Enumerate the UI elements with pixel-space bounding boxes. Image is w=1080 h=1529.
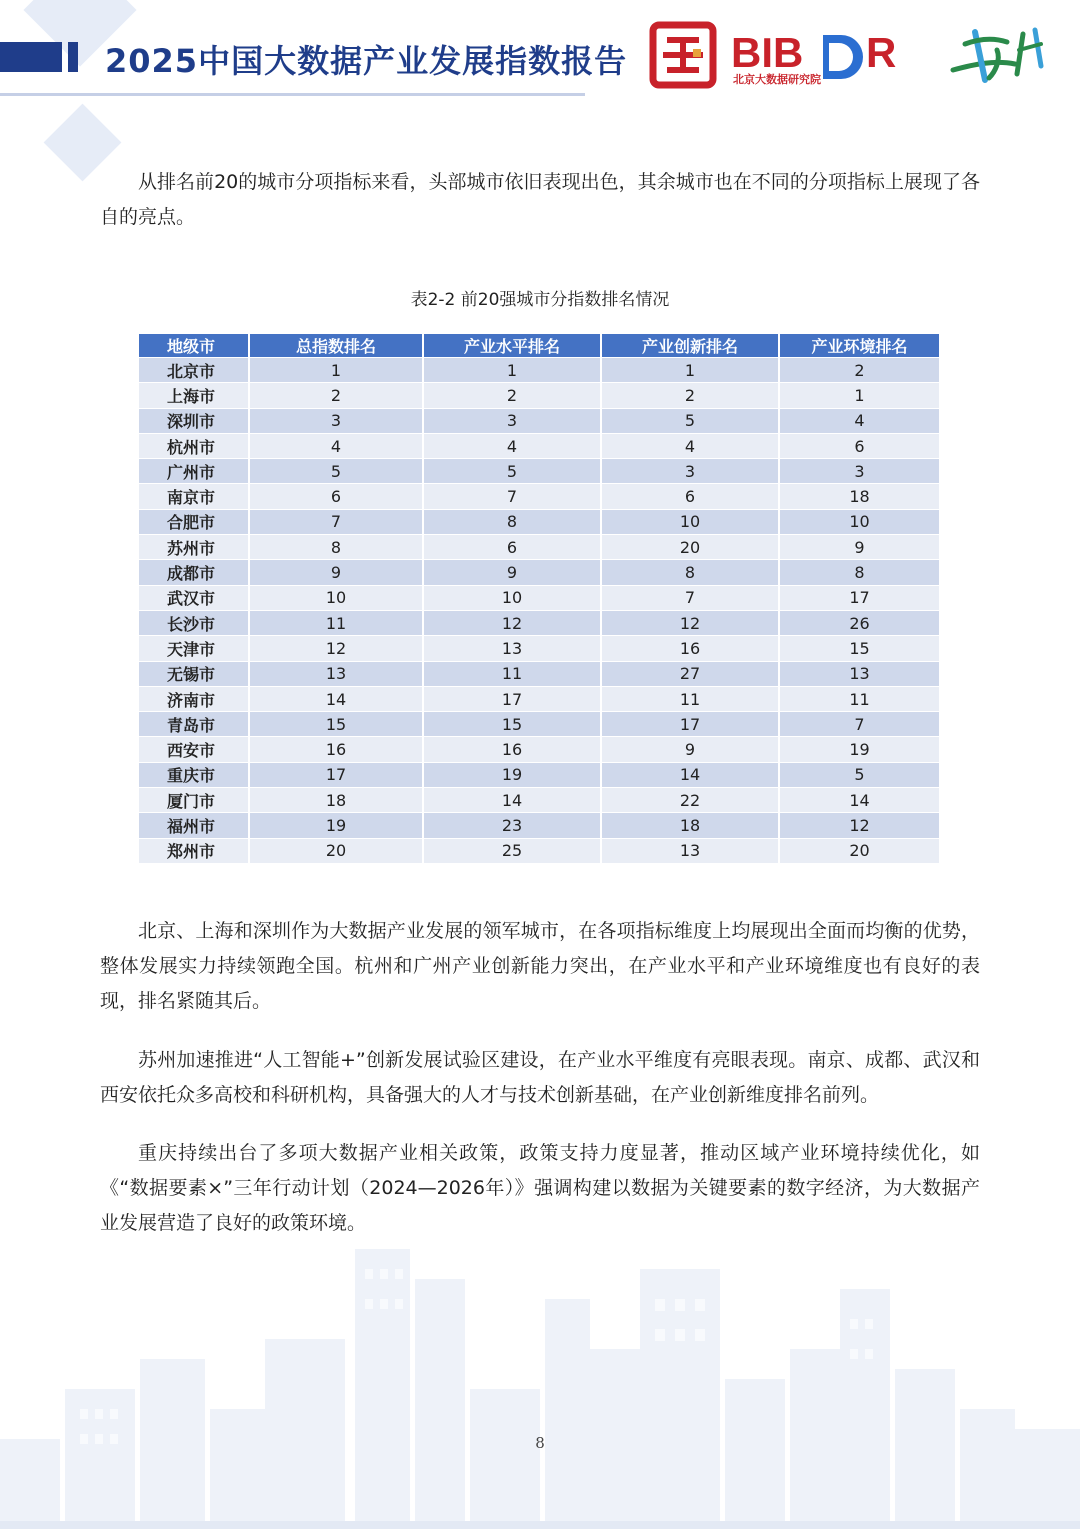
- rank-cell: 16: [601, 636, 779, 661]
- table-row: [139, 636, 940, 661]
- report-title: 2025中国大数据产业发展指数报告: [105, 42, 628, 80]
- column-header: 地级市: [139, 334, 249, 358]
- table-row: [139, 712, 940, 737]
- rank-cell: 17: [423, 686, 601, 711]
- rank-cell: 3: [779, 459, 940, 484]
- intro-paragraph: 从排名前20的城市分项指标来看，头部城市依旧表现出色，其余城市也在不同的分项指标上展现了各自的亮点。: [100, 171, 980, 228]
- rank-cell: 14: [779, 788, 940, 813]
- rank-cell: 15: [779, 636, 940, 661]
- table-row: [139, 661, 940, 686]
- table-row: [139, 358, 940, 383]
- city-name-cell: 北京市: [139, 358, 249, 383]
- column-header: 产业环境排名: [779, 334, 940, 358]
- rank-cell: 5: [601, 408, 779, 433]
- rank-cell: 18: [249, 788, 423, 813]
- city-name-cell: 广州市: [139, 459, 249, 484]
- table-caption: 表2-2 前20强城市分指数排名情况: [410, 290, 670, 310]
- rank-cell: 8: [423, 509, 601, 534]
- table-row: [139, 585, 940, 610]
- rank-cell: 22: [601, 788, 779, 813]
- table-row: [139, 788, 940, 813]
- rank-cell: 11: [249, 610, 423, 635]
- rank-cell: 18: [601, 813, 779, 838]
- rank-cell: 26: [779, 610, 940, 635]
- column-header: 产业水平排名: [423, 334, 601, 358]
- city-name-cell: 上海市: [139, 383, 249, 408]
- city-name-cell: 郑州市: [139, 838, 249, 863]
- svg-text:BIB: BIB: [731, 29, 804, 76]
- rank-cell: 10: [601, 509, 779, 534]
- rank-cell: 12: [249, 636, 423, 661]
- svg-text:北京大数据研究院: 北京大数据研究院: [733, 73, 821, 85]
- rank-cell: 10: [779, 509, 940, 534]
- rank-cell: 4: [423, 433, 601, 458]
- city-name-cell: 重庆市: [139, 762, 249, 787]
- rank-cell: 27: [601, 661, 779, 686]
- page-number: 8: [535, 1434, 545, 1452]
- rank-cell: 11: [601, 686, 779, 711]
- rank-cell: 13: [249, 661, 423, 686]
- body-paragraph-3: 重庆持续出台了多项大数据产业相关政策，政策支持力度显著，推动区域产业环境持续优化，如《“数据要素×”三年行动计划（2024—2026年）》强调构建以数据为关键要素的数字经济，为大数据产业发展营造了良好的政策环境。: [100, 1142, 980, 1234]
- city-name-cell: 福州市: [139, 813, 249, 838]
- table-row: [139, 813, 940, 838]
- header-logos: [649, 20, 1055, 90]
- rank-cell: 25: [423, 838, 601, 863]
- rank-cell: 7: [249, 509, 423, 534]
- rank-cell: 20: [601, 535, 779, 560]
- rank-cell: 13: [601, 838, 779, 863]
- rank-cell: 12: [423, 610, 601, 635]
- column-header: 总指数排名: [249, 334, 423, 358]
- body-paragraph-1: 北京、上海和深圳作为大数据产业发展的领军城市，在各项指标维度上均展现出全面而均衡的优势，整体发展实力持续领跑全国。杭州和广州产业创新能力突出，在产业水平和产业环境维度也有良好的表现，排名紧随其后。: [100, 920, 980, 1012]
- rank-cell: 13: [423, 636, 601, 661]
- rank-cell: 9: [779, 535, 940, 560]
- rank-cell: 17: [779, 585, 940, 610]
- rank-cell: 3: [423, 408, 601, 433]
- table-row: [139, 838, 940, 863]
- rank-cell: 4: [601, 433, 779, 458]
- city-name-cell: 厦门市: [139, 788, 249, 813]
- column-header: 产业创新排名: [601, 334, 779, 358]
- rank-cell: 12: [601, 610, 779, 635]
- header-accent-bar: [0, 42, 62, 72]
- rank-cell: 14: [423, 788, 601, 813]
- rank-cell: 8: [779, 560, 940, 585]
- rank-cell: 1: [423, 358, 601, 383]
- rank-cell: 8: [249, 535, 423, 560]
- city-name-cell: 南京市: [139, 484, 249, 509]
- rank-cell: 19: [779, 737, 940, 762]
- rank-cell: 20: [779, 838, 940, 863]
- table-row: [139, 408, 940, 433]
- table-row: [139, 509, 940, 534]
- rank-cell: 11: [423, 661, 601, 686]
- rank-cell: 5: [249, 459, 423, 484]
- rank-cell: 19: [423, 762, 601, 787]
- city-name-cell: 成都市: [139, 560, 249, 585]
- city-name-cell: 苏州市: [139, 535, 249, 560]
- city-name-cell: 无锡市: [139, 661, 249, 686]
- table-row: [139, 535, 940, 560]
- bibdr-logo: [731, 25, 931, 85]
- header-accent-bar: [68, 42, 78, 72]
- rank-cell: 11: [779, 686, 940, 711]
- rank-cell: 2: [601, 383, 779, 408]
- rank-cell: 2: [779, 358, 940, 383]
- rank-cell: 17: [249, 762, 423, 787]
- rank-cell: 14: [249, 686, 423, 711]
- table-row: [139, 737, 940, 762]
- rank-cell: 6: [779, 433, 940, 458]
- rank-cell: 23: [423, 813, 601, 838]
- rank-cell: 1: [601, 358, 779, 383]
- city-name-cell: 西安市: [139, 737, 249, 762]
- rank-cell: 3: [601, 459, 779, 484]
- table-row: [139, 610, 940, 635]
- table-row: [139, 459, 940, 484]
- rank-cell: 20: [249, 838, 423, 863]
- rank-cell: 2: [423, 383, 601, 408]
- city-name-cell: 青岛市: [139, 712, 249, 737]
- rank-cell: 6: [423, 535, 601, 560]
- rank-cell: 6: [249, 484, 423, 509]
- table-row: [139, 560, 940, 585]
- rank-cell: 15: [249, 712, 423, 737]
- city-name-cell: 天津市: [139, 636, 249, 661]
- table-row: [139, 484, 940, 509]
- rank-cell: 10: [423, 585, 601, 610]
- svg-text:R: R: [866, 29, 897, 76]
- rank-cell: 14: [601, 762, 779, 787]
- rank-cell: 12: [779, 813, 940, 838]
- city-name-cell: 深圳市: [139, 408, 249, 433]
- header-divider: [0, 93, 585, 96]
- rank-cell: 4: [249, 433, 423, 458]
- city-ranking-table: [139, 334, 941, 863]
- table-row: [139, 383, 940, 408]
- rank-cell: 6: [601, 484, 779, 509]
- rank-cell: 19: [249, 813, 423, 838]
- rank-cell: 18: [779, 484, 940, 509]
- rank-cell: 3: [249, 408, 423, 433]
- rank-cell: 9: [601, 737, 779, 762]
- city-skyline-illustration: [0, 1239, 1080, 1529]
- rank-cell: 8: [601, 560, 779, 585]
- rank-cell: 7: [779, 712, 940, 737]
- rank-cell: 7: [423, 484, 601, 509]
- city-name-cell: 武汉市: [139, 585, 249, 610]
- table-row: [139, 686, 940, 711]
- rank-cell: 5: [423, 459, 601, 484]
- rank-cell: 16: [249, 737, 423, 762]
- su-logo: [945, 20, 1055, 90]
- table-row: [139, 762, 940, 787]
- city-name-cell: 长沙市: [139, 610, 249, 635]
- rank-cell: 9: [249, 560, 423, 585]
- body-paragraph-2: 苏州加速推进“人工智能+”创新发展试验区建设，在产业水平维度有亮眼表现。南京、成都、武汉和西安依托众多高校和科研机构，具备强大的人才与技术创新基础，在产业创新维度排名前列。: [100, 1049, 980, 1106]
- rank-cell: 17: [601, 712, 779, 737]
- table-row: [139, 433, 940, 458]
- city-name-cell: 合肥市: [139, 509, 249, 534]
- city-name-cell: 杭州市: [139, 433, 249, 458]
- rank-cell: 5: [779, 762, 940, 787]
- rank-cell: 16: [423, 737, 601, 762]
- red-seal-logo: [649, 21, 717, 89]
- rank-cell: 7: [601, 585, 779, 610]
- rank-cell: 10: [249, 585, 423, 610]
- rank-cell: 15: [423, 712, 601, 737]
- rank-cell: 4: [779, 408, 940, 433]
- table-header-row: [139, 334, 940, 358]
- rank-cell: 13: [779, 661, 940, 686]
- rank-cell: 1: [249, 358, 423, 383]
- rank-cell: 2: [249, 383, 423, 408]
- city-name-cell: 济南市: [139, 686, 249, 711]
- rank-cell: 1: [779, 383, 940, 408]
- rank-cell: 9: [423, 560, 601, 585]
